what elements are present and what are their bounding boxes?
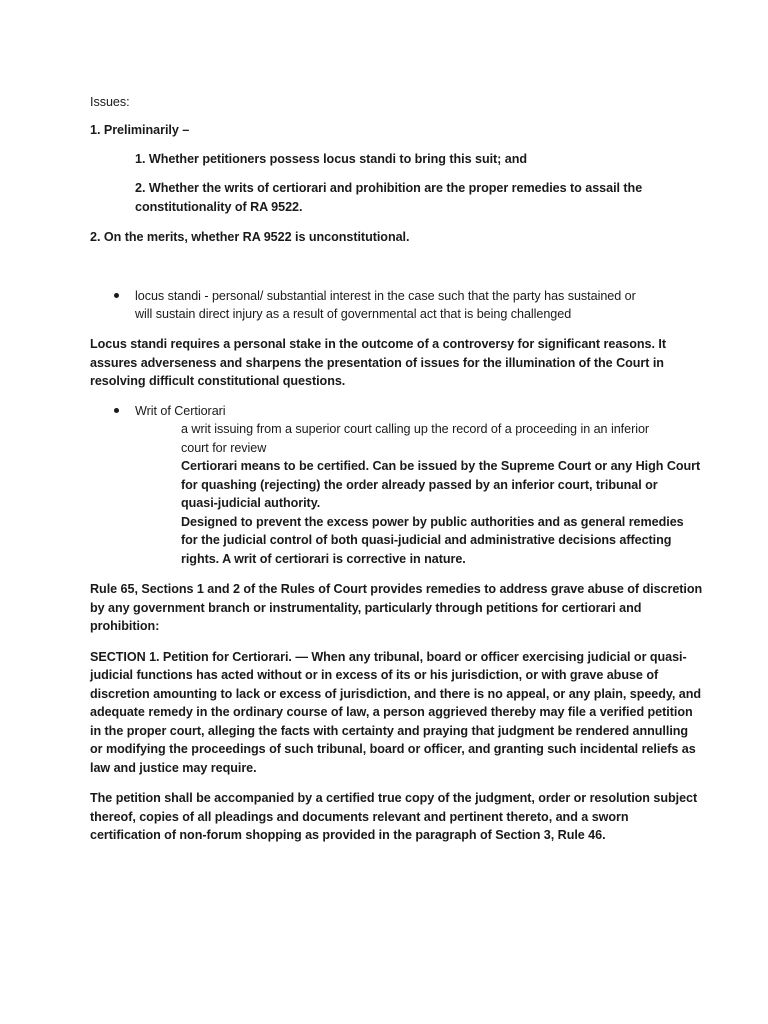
petition-line-1: The petition shall be accompanied by a certified true copy of the judgment, order or resolution subject <box>90 791 698 805</box>
locus-bullet-line-2: will sustain direct injury as a result of governmental act that is being challenged <box>135 307 572 321</box>
issue-item-2: 2. On the merits, whether RA 9522 is unconstitutional. <box>90 230 410 244</box>
locus-bullet-line-1: locus standi - personal/ substantial interest in the case such that the party has sustained or <box>135 289 636 303</box>
certiorari-line-5: quasi-judicial authority. <box>181 496 321 510</box>
section1-line-5: in the proper court, alleging the facts with certainty and praying that judgment be rendered annulling <box>90 724 689 738</box>
issue-subitem-1: 1. Whether petitioners possess locus standi to bring this suit; and <box>135 152 528 166</box>
certiorari-line-8: rights. A writ of certiorari is corrective in nature. <box>181 552 466 566</box>
certiorari-bullet-title: Writ of Certiorari <box>135 404 226 418</box>
bullet-icon <box>114 293 119 298</box>
bullet-icon <box>114 408 119 413</box>
locus-paragraph-line-1: Locus standi requires a personal stake in the outcome of a controversy for significant reasons. It <box>90 337 666 351</box>
certiorari-line-4: for quashing (rejecting) the order already passed by an inferior court, tribunal or <box>181 478 658 492</box>
certiorari-line-2: court for review <box>181 441 267 455</box>
section1-line-1: SECTION 1. Petition for Certiorari. — When any tribunal, board or officer exercising judicial or quasi- <box>90 650 687 664</box>
certiorari-line-3: Certiorari means to be certified. Can be issued by the Supreme Court or any High Court <box>181 459 701 473</box>
rule65-line-2: by any government branch or instrumentality, particularly through petitions for certiorari and <box>90 601 642 615</box>
section1-line-7: law and justice may require. <box>90 761 257 775</box>
section1-line-4: adequate remedy in the ordinary course of law, a person aggrieved thereby may file a verified petition <box>90 705 693 719</box>
certiorari-line-6: Designed to prevent the excess power by public authorities and as general remedies <box>181 515 684 529</box>
petition-line-2: thereof, copies of all pleadings and documents relevant and pertinent thereto, and a sworn <box>90 810 629 824</box>
issue-item-1: 1. Preliminarily – <box>90 123 190 137</box>
issue-subitem-2-line-1: 2. Whether the writs of certiorari and prohibition are the proper remedies to assail the <box>135 181 643 195</box>
section1-line-2: judicial functions has acted without or in excess of its or his jurisdiction, or with grave abuse of <box>90 668 659 682</box>
rule65-line-1: Rule 65, Sections 1 and 2 of the Rules of Court provides remedies to address grave abuse of discretion <box>90 582 703 596</box>
certiorari-line-1: a writ issuing from a superior court calling up the record of a proceeding in an inferior <box>181 422 650 436</box>
section1-line-3: discretion amounting to lack or excess of jurisdiction, and there is no appeal, or any plain, speedy, and <box>90 687 702 701</box>
certiorari-line-7: for the judicial control of both quasi-judicial and administrative decisions affecting <box>181 533 672 547</box>
section1-line-6: or modifying the proceedings of such tribunal, board or officer, and granting such incidental reliefs as <box>90 742 696 756</box>
issue-subitem-2-line-2: constitutionality of RA 9522. <box>135 200 303 214</box>
rule65-line-3: prohibition: <box>90 619 160 633</box>
petition-line-3: certification of non-forum shopping as provided in the paragraph of Section 3, Rule 46. <box>90 828 606 842</box>
issues-heading: Issues: <box>90 95 130 109</box>
locus-paragraph-line-3: resolving difficult constitutional questions. <box>90 374 346 388</box>
locus-paragraph-line-2: assures adverseness and sharpens the presentation of issues for the illumination of the Court in <box>90 356 664 370</box>
